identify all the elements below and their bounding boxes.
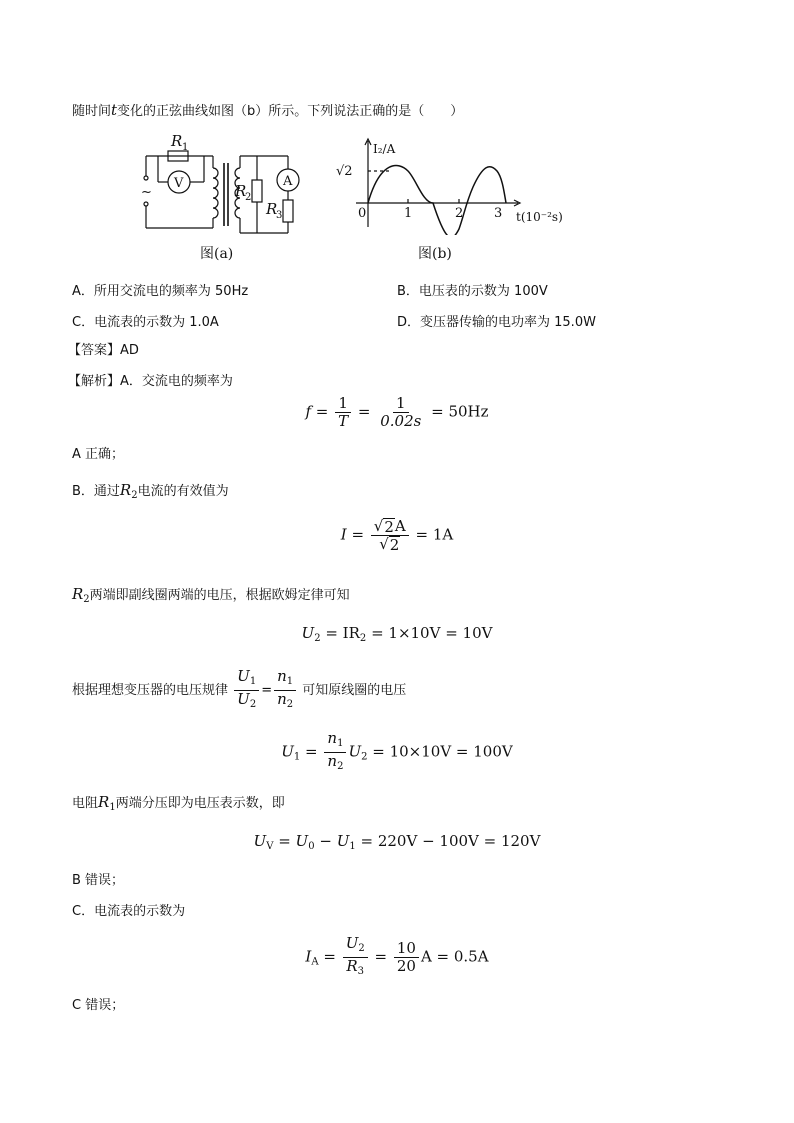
frac-num: 1 [393, 395, 409, 413]
x-tick-label: 2 [455, 206, 464, 221]
r1-text: 两端分压即为电压表示数，即 [115, 796, 285, 811]
stem-text-1: 随时间 [72, 104, 112, 119]
y-tick-label: √2 [336, 164, 353, 179]
eq-result: = 1A [415, 525, 454, 544]
law-text: 根据理想变压器的电压规律 [72, 683, 229, 698]
a-correct: A 正确； [72, 447, 125, 462]
y-axis-label: I₂/A [373, 142, 396, 156]
sqrt-radicand: 2 [384, 518, 394, 536]
eq-result: = 50Hz [431, 402, 489, 421]
r2-subscript: 2 [131, 490, 138, 501]
r1-subscript: 1 [109, 802, 116, 813]
analysis-intro: 【解析】A．交流电的频率为 [68, 374, 233, 389]
eq-result: = 10×10V = 100V [372, 742, 513, 761]
origin-label: 0 [358, 206, 367, 221]
x-axis-label: t(10⁻²s) [516, 210, 563, 224]
b-wrong: B 错误； [72, 873, 125, 888]
equation-uv: $U_V = U_0 - U_1 = 220V - 100V = 120V$ [253, 832, 541, 852]
equation-u1: $U_1$ = $\frac{n_1}{n_2}$ $U_2 = 10\times 10V = 100V$ [281, 729, 513, 772]
current-waveform-graph [328, 135, 568, 235]
equation-ia: $I_A$ = $\frac{U_2}{R_3}$ = $\frac{10}{20}$ A = 0.5A [305, 934, 489, 977]
r3-label: R [266, 200, 278, 218]
frac-num: 10 [394, 940, 419, 958]
stem-var: t [111, 101, 118, 119]
b-intro [72, 481, 229, 505]
stem-text-2: 变化的正弦曲线如图（b）所示。下列说法正确的是（ ） [117, 104, 464, 119]
x-tick-label: 1 [404, 206, 413, 221]
equation-u2: $U_2 = IR_2 = 1\times 10V = 10V$ [301, 624, 493, 644]
r2-symbol: R [72, 585, 84, 603]
option-c[interactable]: C．电流表的示数为 1.0A [72, 315, 219, 330]
frac-den: 20 [396, 957, 416, 975]
ac-source-symbol: ~ [141, 185, 152, 200]
r1-symbol: R [98, 793, 110, 811]
figure-a-caption: 图(a) [200, 246, 234, 262]
equation-frequency: f = $\frac{1}{T}$ = $\frac{1}{0.02s}$ = 50Hz [305, 394, 489, 430]
eq-result: = 220V − 100V = 120V [360, 832, 541, 850]
sqrt-radicand: 2 [389, 536, 400, 554]
r2-text: 两端即副线圈两端的电压，根据欧姆定律可知 [89, 588, 350, 603]
r1-text: 电阻 [72, 796, 99, 811]
law-text: 可知原线圈的电压 [302, 683, 407, 698]
ammeter-label: A [283, 174, 293, 189]
frac-den: 0.02s [380, 412, 422, 430]
option-b[interactable]: B．电压表的示数为 100V [397, 284, 548, 299]
r3-sub: 3 [276, 210, 283, 221]
voltmeter-label: V [174, 176, 184, 191]
b-intro-text: B．通过 [72, 484, 120, 499]
eq-symbol: f [305, 402, 311, 421]
answer: 【答案】AD [68, 343, 139, 358]
equation-current: I = √ 2 A √ 2 = 1A [340, 517, 454, 554]
eq-symbol: I [340, 525, 347, 544]
eq-result: = 1×10V = 10V [371, 624, 493, 642]
transformer-law-text: 根据理想变压器的电压规律 $\frac{U_1}{U_2}$ = $\frac{n_1}{n_2}$ 可知原线圈的电压 [72, 667, 407, 710]
b-intro-text: 电流的有效值为 [137, 484, 229, 499]
c-wrong: C 错误； [72, 998, 125, 1013]
eq-part: = IR [325, 624, 360, 642]
option-d[interactable]: D．变压器传输的电功率为 15.0W [397, 315, 596, 330]
r2-symbol: R [119, 481, 132, 499]
r2-sub: 2 [245, 192, 252, 203]
frac-num: 1 [335, 395, 351, 413]
r2-label: R [235, 182, 247, 200]
x-tick-label: 3 [494, 206, 503, 221]
r1-sub: 1 [182, 142, 189, 153]
c-intro: C．电流表的示数为 [72, 904, 186, 919]
r2-voltage-text [72, 585, 350, 609]
sine-curve [368, 166, 506, 235]
frac-den: T [338, 412, 349, 430]
r1-voltage-text [72, 793, 285, 817]
question-stem [72, 101, 463, 121]
option-a[interactable]: A．所用交流电的频率为 50Hz [72, 284, 249, 299]
eq-result: A = 0.5A [420, 947, 489, 966]
r1-label: R [171, 132, 183, 150]
r2-subscript: 2 [83, 594, 90, 605]
unit: A [394, 517, 406, 535]
figure-b-caption: 图(b) [418, 246, 452, 262]
